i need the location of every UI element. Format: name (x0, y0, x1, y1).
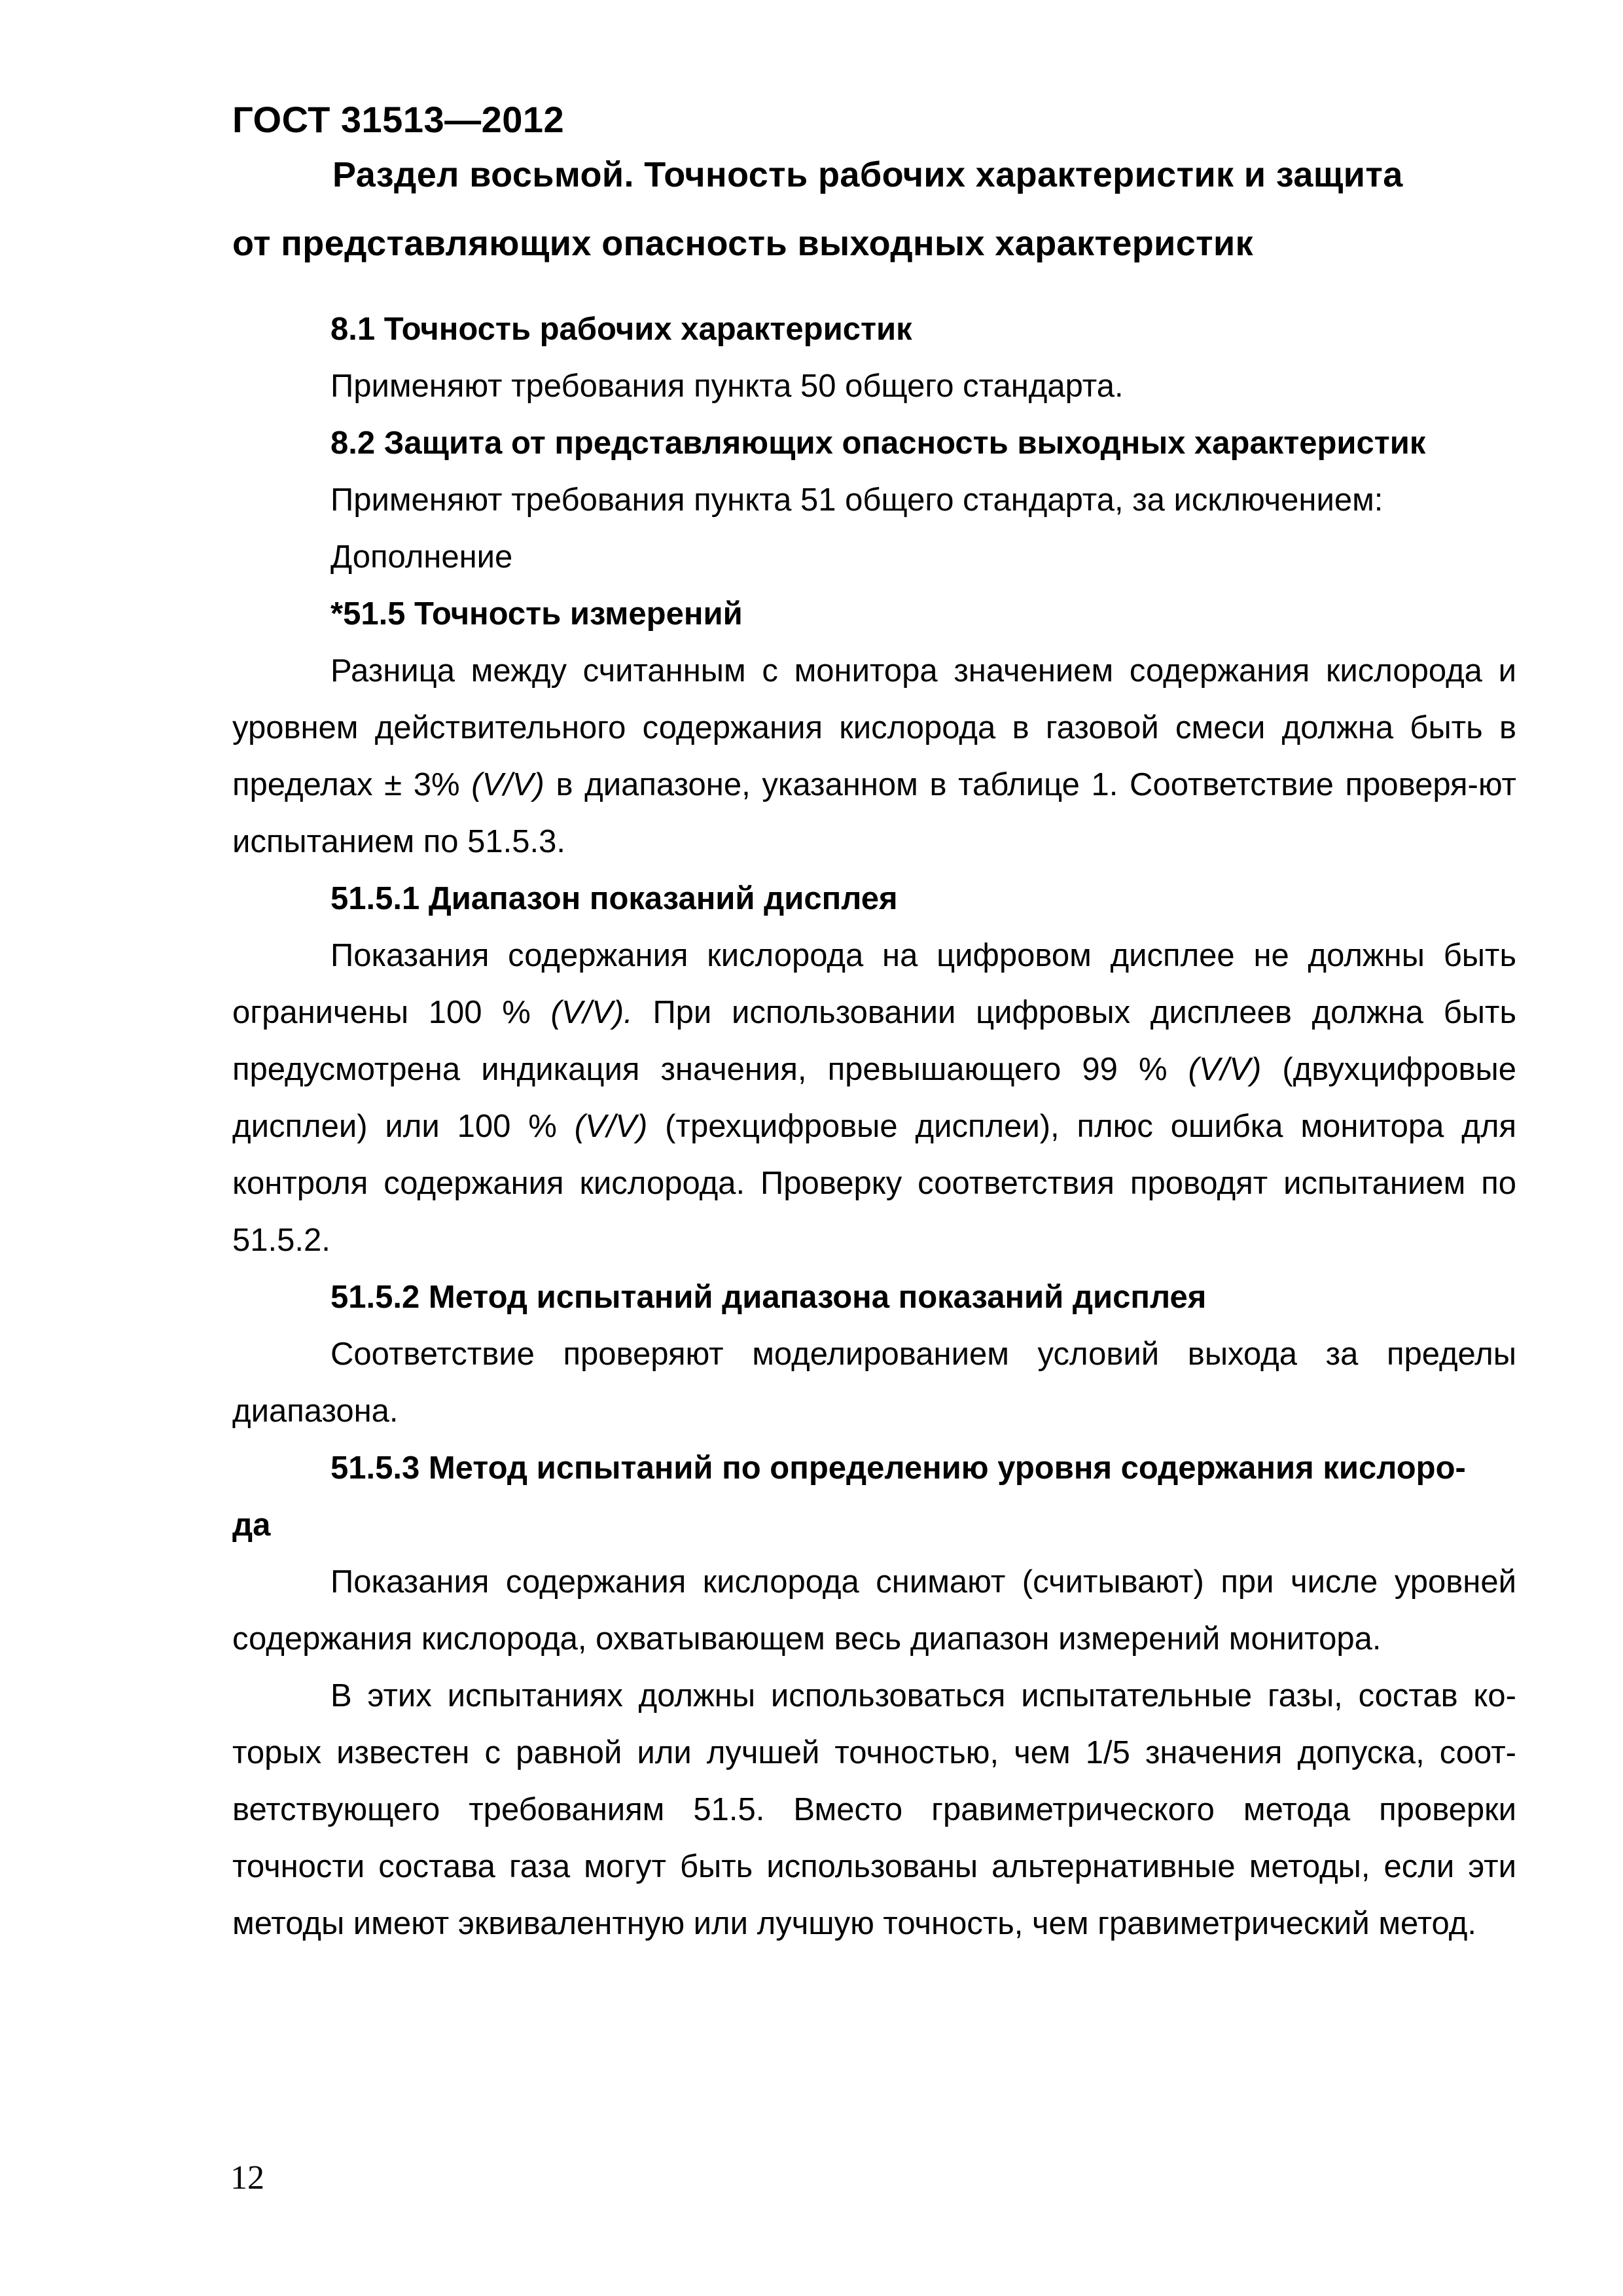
unit-vv: (V/V). (550, 995, 633, 1030)
text-fragment: Разница между считанным с монитора значением содержания кислорода и уровнем действительного содержания кислорода в газовой смеси должна быть в пределах ± 3% (232, 653, 1516, 802)
heading-51-5-1: 51.5.1 Диапазон показаний дисплея (330, 881, 898, 916)
body-text (232, 301, 1516, 1952)
unit-vv: (V/V) (471, 767, 544, 802)
section-title-line-1: Раздел восьмой. Точность рабочих характеристик и защита (332, 155, 1403, 194)
text-fragment: При использовании цифровых дисплеев должна быть предусмотрена индикация значения, превышающего 99 % (232, 995, 1516, 1087)
paragraph-51-5-3-a: Показания содержания кислорода снимают (считывают) при числе уровней содержания кислорода, охватывающем весь диапазон измерений монитора. (232, 1564, 1516, 1657)
heading-8-2: 8.2 Защита от представляющих опасность выходных характеристик (330, 425, 1426, 461)
heading-51-5-3-line-2: да (232, 1507, 271, 1543)
section-title (232, 141, 1515, 278)
paragraph-51-5-3-b: В этих испытаниях должны использоваться испытательные газы, состав ко-торых известен с равной или лучшей точностью, чем 1/5 значения допуска, соот-ветствующего требованиям 51.5. Вместо гравиметрического метода проверки точности состава газа могут быть использованы альтернативные методы, если эти методы имеют эквивалентную или лучшую точность, чем гравиметрический метод. (232, 1678, 1516, 1941)
paragraph-51-5 (232, 643, 1516, 870)
text-fragment: Показания содержания кислорода на цифровом дисплее не должны быть ограничены 100 % (232, 938, 1516, 1030)
unit-vv: (V/V) (574, 1109, 648, 1144)
heading-8-1: 8.1 Точность рабочих характеристик (330, 312, 912, 347)
paragraph-51-5-1 (232, 927, 1516, 1269)
addition-label: Дополнение (330, 539, 513, 575)
heading-51-5: *51.5 Точность измерений (330, 596, 743, 632)
heading-51-5-3-line-1: 51.5.3 Метод испытаний по определению уровня содержания кислоро- (330, 1450, 1466, 1486)
standard-designation: ГОСТ 31513—2012 (232, 99, 565, 140)
section-title-line-2: от представляющих опасность выходных характеристик (232, 224, 1254, 263)
text-fragment: (двухцифровые дисплеи) или 100 % (232, 1052, 1517, 1144)
text-8-2: Применяют требования пункта 51 общего стандарта, за исключением: (330, 482, 1383, 518)
paragraph-51-5-2: Соответствие проверяют моделированием условий выхода за пределы диапазона. (232, 1336, 1516, 1429)
unit-vv: (V/V) (1188, 1052, 1262, 1087)
text-fragment: (трехцифровые дисплеи), плюс ошибка монитора для контроля содержания кислорода. Проверку соответствия проводят испытанием по 51.5.2. (232, 1109, 1517, 1258)
page-number: 12 (230, 2159, 264, 2197)
heading-51-5-2: 51.5.2 Метод испытаний диапазона показаний дисплея (330, 1280, 1207, 1315)
text-fragment: в диапазоне, указанном в таблице 1. Соответствие проверя-ют испытанием по 51.5.3. (232, 767, 1516, 859)
text-8-1: Применяют требования пункта 50 общего стандарта. (330, 368, 1124, 404)
